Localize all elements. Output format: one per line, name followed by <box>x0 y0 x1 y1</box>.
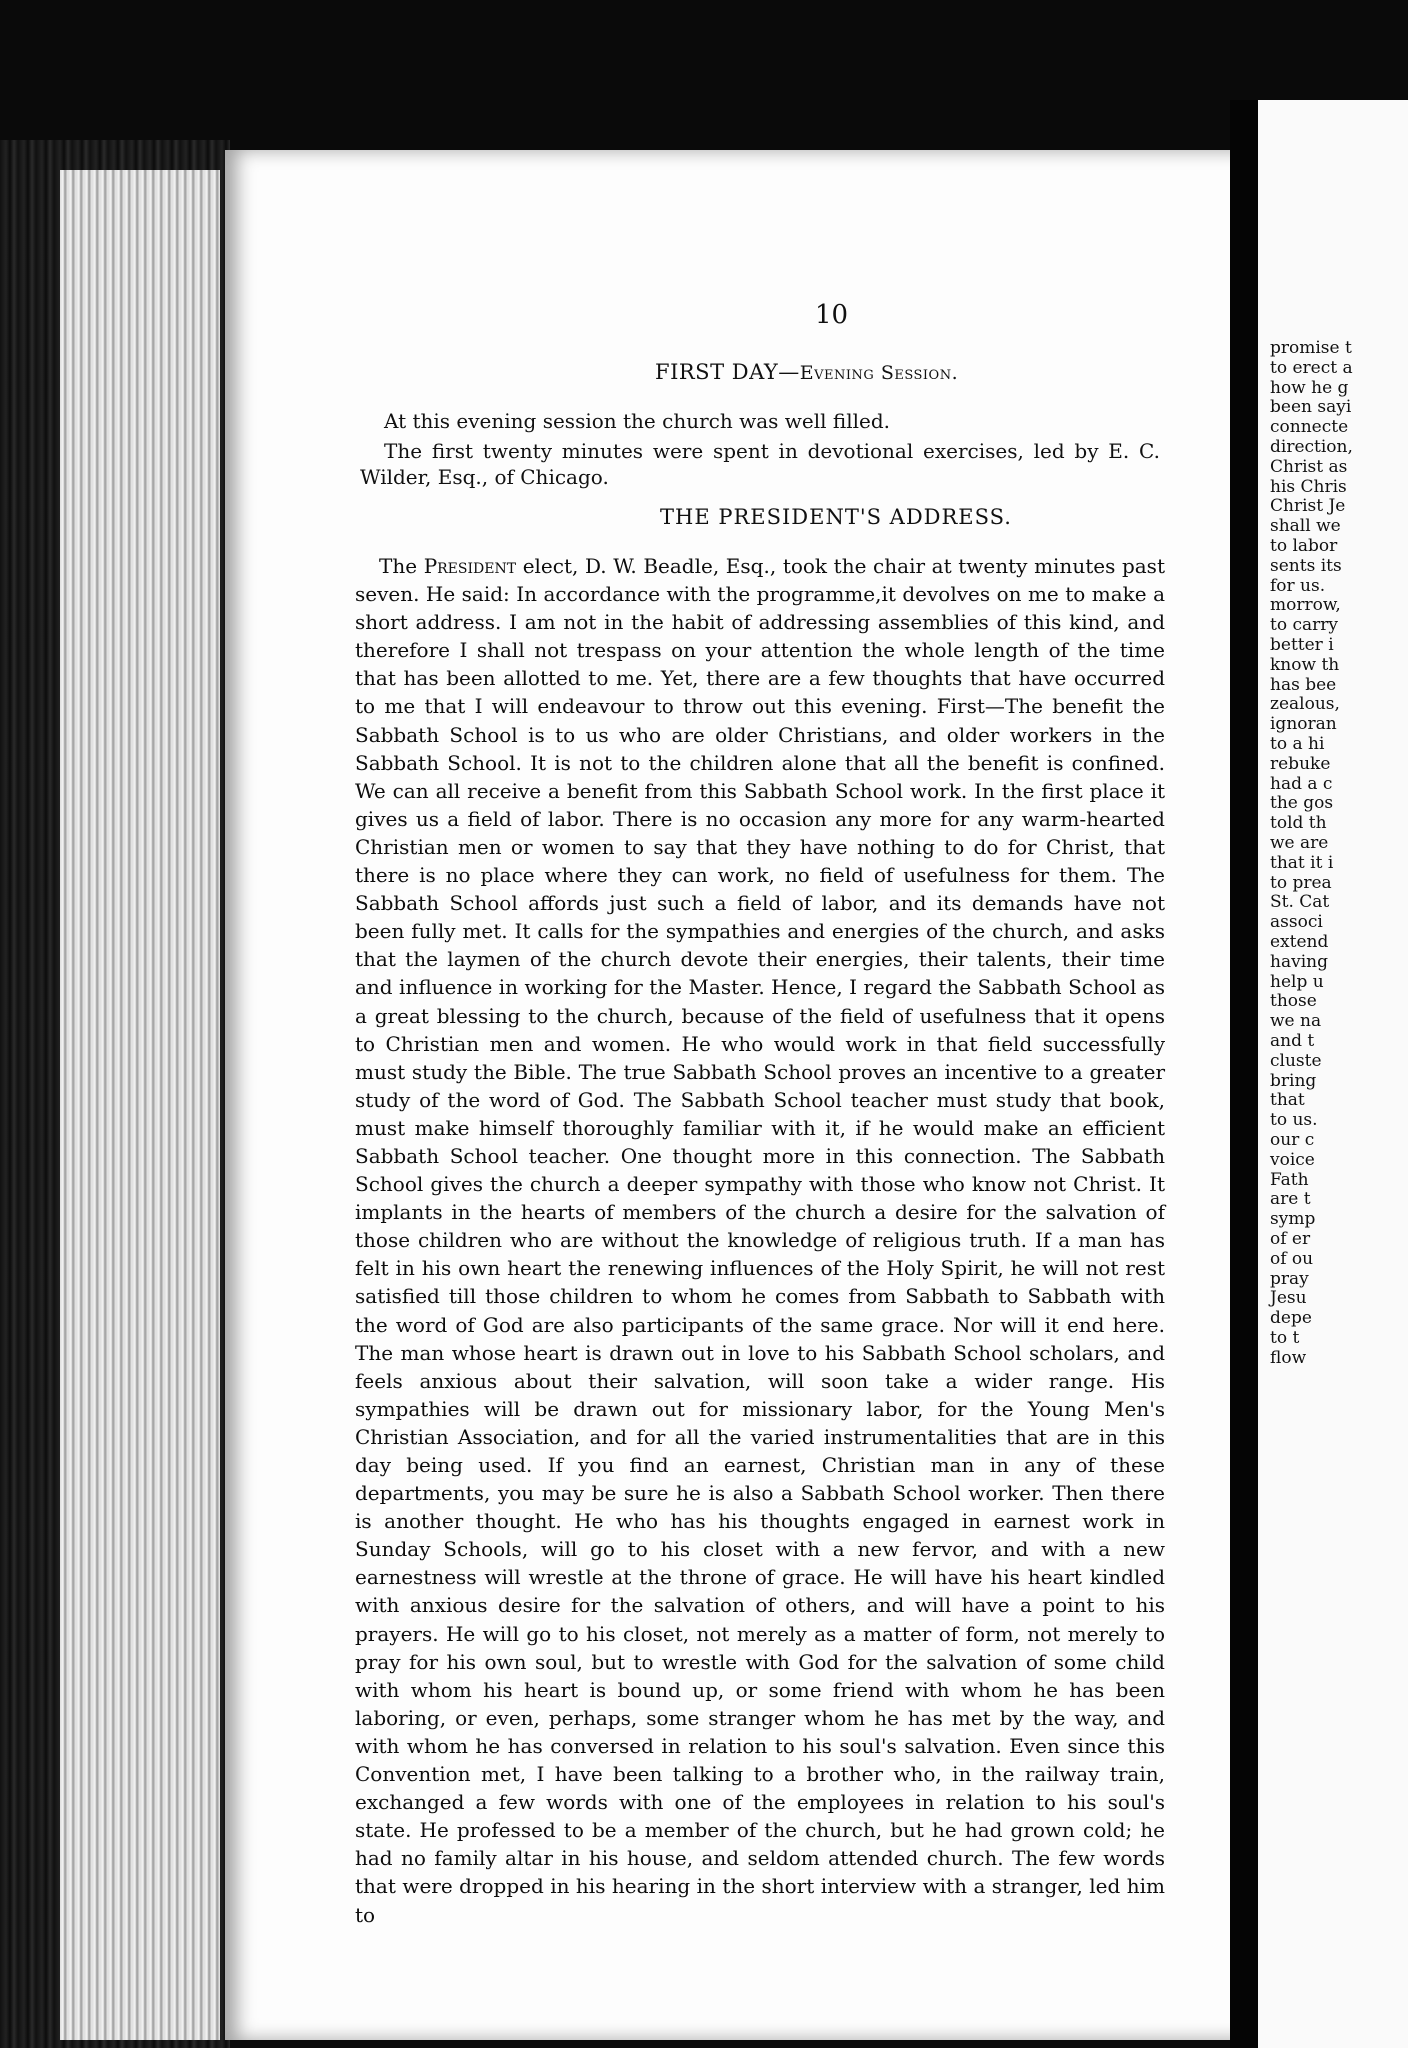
book-gutter <box>1230 100 1260 2048</box>
adjacent-page-line: associ <box>1270 912 1323 933</box>
adjacent-page-line: Christ Je <box>1270 496 1346 517</box>
adjacent-page-line: to prea <box>1270 872 1332 893</box>
body-lead: The <box>379 554 424 578</box>
adjacent-page-line: St. Cat <box>1270 892 1330 913</box>
adjacent-page-line: rebuke <box>1270 753 1331 774</box>
adjacent-page-line: symp <box>1270 1209 1316 1230</box>
adjacent-page-line: pray <box>1270 1268 1309 1289</box>
address-body <box>355 552 1165 1929</box>
adjacent-page-line: for us. <box>1270 575 1326 596</box>
adjacent-page-line: shall we <box>1270 516 1341 537</box>
adjacent-page-line: those <box>1270 991 1317 1012</box>
adjacent-page-line: had a c <box>1270 773 1333 794</box>
page-stack-edge <box>60 170 220 2040</box>
adjacent-page-line: help u <box>1270 971 1324 992</box>
body-president: President <box>423 554 517 578</box>
adjacent-page-line: know th <box>1270 654 1340 675</box>
adjacent-page-line: we are <box>1270 833 1329 853</box>
adjacent-page-line: are t <box>1270 1189 1311 1210</box>
adjacent-page-line: cluste <box>1270 1050 1322 1071</box>
adjacent-page-line: promise t <box>1270 338 1352 358</box>
adjacent-page-line: ignoran <box>1270 714 1337 735</box>
adjacent-page-line: morrow, <box>1270 595 1341 616</box>
adjacent-page-line: better i <box>1270 635 1334 655</box>
adjacent-page-line: that it i <box>1270 852 1334 873</box>
adjacent-page-line: bring <box>1270 1070 1317 1091</box>
adjacent-page-line: the gos <box>1270 793 1334 814</box>
adjacent-page-line: voice <box>1270 1149 1315 1170</box>
adjacent-page-line: and t <box>1270 1031 1315 1051</box>
intro-paragraph-1: At this evening session the church was well filled. <box>384 409 890 433</box>
adjacent-page-line: having <box>1270 951 1328 972</box>
adjacent-page-line: depe <box>1270 1308 1312 1329</box>
adjacent-page-line: been sayi <box>1270 397 1352 418</box>
adjacent-page-line: to labor <box>1270 536 1338 556</box>
adjacent-page-line: direction, <box>1270 437 1353 457</box>
section-title-session: Evening Session. <box>799 362 959 384</box>
adjacent-page-line: we na <box>1270 1011 1322 1032</box>
intro-paragraph-2: The first twenty minutes were spent in devotional exercises, led by E. C. Wilder, Esq., of Chicago. <box>360 439 1160 489</box>
adjacent-page-line: his Chris <box>1270 476 1347 497</box>
section-title-day: FIRST DAY— <box>655 360 800 384</box>
adjacent-page-line: connecte <box>1270 417 1349 438</box>
adjacent-page-line: our c <box>1270 1130 1315 1150</box>
section-title <box>655 360 958 384</box>
adjacent-page-line: to carry <box>1270 615 1338 636</box>
adjacent-page-line: to erect a <box>1270 357 1353 378</box>
adjacent-page-line: flow <box>1270 1347 1307 1368</box>
adjacent-page-line: sents its <box>1270 555 1342 576</box>
adjacent-page-line: to us. <box>1270 1110 1318 1131</box>
adjacent-page-line: how he g <box>1270 377 1349 398</box>
adjacent-page-line: of er <box>1270 1229 1311 1249</box>
adjacent-page-line: of ou <box>1270 1248 1314 1269</box>
body-text: elect, D. W. Beadle, Esq., took the chair at twenty minutes past seven. He said: In accordance with the programme,it devolves on me to make a short address. I am not in the habit of addressing assemblies of this kind, and therefore I shall not trespass on your attention the whole length of the time that has been allotted to me. Yet, there are a few thoughts that have occurred to me that I will endeavour to throw out this evening. First—The benefit the Sabbath School is to us who are older Christians, and older workers in the Sabbath School. It is not to the children alone that all the benefit is confined. We can all receive a benefit from this Sabbath School work. In the first place it gives us a field of labor. There is no occasion any more for any warm-hearted Christian men or women to say that they have nothing to do for Christ, that there is no place where they can work, no field of usefulness for them. The Sabbath School affords just such a field of labor, and its demands have not been fully met. It calls for the sympathies and energies of the church, and asks that the laymen of the church devote their energies, their talents, their time and influence in working for the Master. Hence, I regard the Sabbath School as a great blessing to the church, because of the field of usefulness that it opens to Christian men and women. He who would work in that field successfully must study the Bible. The true Sabbath School proves an incentive to a greater study of the word of God. The Sabbath School teacher must study that book, must make himself thoroughly familiar with it, if he would make an efficient Sabbath School teacher. One thought more in this connection. The Sabbath School gives the church a deeper sympathy with those who know not Christ. It implants in the hearts of members of the church a desire for the salvation of those children who are without the knowledge of religious truth. If a man has felt in his own heart the renewing influences of the Holy Spirit, he will not rest satisfied till those children to whom he comes from Sabbath to Sabbath with the word of God are also participants of the same grace. Nor will it end here. The man whose heart is drawn out in love to his Sabbath School scholars, and feels anxious about their salvation, will soon take a wider range. His sympathies will be drawn out for missionary labor, for the Young Men's Christian Association, and for all the varied instrumentalities that are in this day being used. If you find an earnest, Christian man in any of these departments, you may be sure he is also a Sabbath School worker. Then there is another thought. He who has his thoughts engaged in earnest work in Sunday Schools, will go to his closet with a new fervor, and with a new earnestness will wrestle at the throne of grace. He will have his heart kindled with anxious desire for the salvation of others, and will have a point to his prayers. He will go to his closet, not merely as a matter of form, not merely to pray for his own soul, but to wrestle with God for the salvation of some child with whom his heart is bound up, or some friend with whom he has been laboring, or even, perhaps, some stranger whom he has met by the way, and with whom he has conversed in relation to his soul's salvation. Even since this Convention met, I have been talking to a brother who, in the railway train, exchanged a few words with one of the employees in relation to his soul's state. He professed to be a member of the church, but he had grown cold; he had no family altar in his house, and seldom attended church. The few words that were dropped in his hearing in the short interview with a stranger, led him to <box>355 554 1165 1927</box>
adjacent-page-line: zealous, <box>1270 694 1340 715</box>
book-page <box>225 150 1245 2040</box>
adjacent-page-line: Fath <box>1270 1169 1309 1190</box>
adjacent-page-line: to a hi <box>1270 734 1325 754</box>
address-heading: THE PRESIDENT'S ADDRESS. <box>660 505 1012 529</box>
page-number: 10 <box>815 300 849 330</box>
adjacent-page-line: to t <box>1270 1328 1300 1348</box>
adjacent-page-line: Jesu <box>1270 1288 1307 1309</box>
adjacent-page-line: that <box>1270 1090 1305 1111</box>
adjacent-page-line: Christ as <box>1270 456 1348 477</box>
adjacent-page-line: has bee <box>1270 674 1337 695</box>
adjacent-page-line: extend <box>1270 932 1329 952</box>
adjacent-page <box>1258 100 1408 2048</box>
adjacent-page-line: told th <box>1270 813 1327 834</box>
